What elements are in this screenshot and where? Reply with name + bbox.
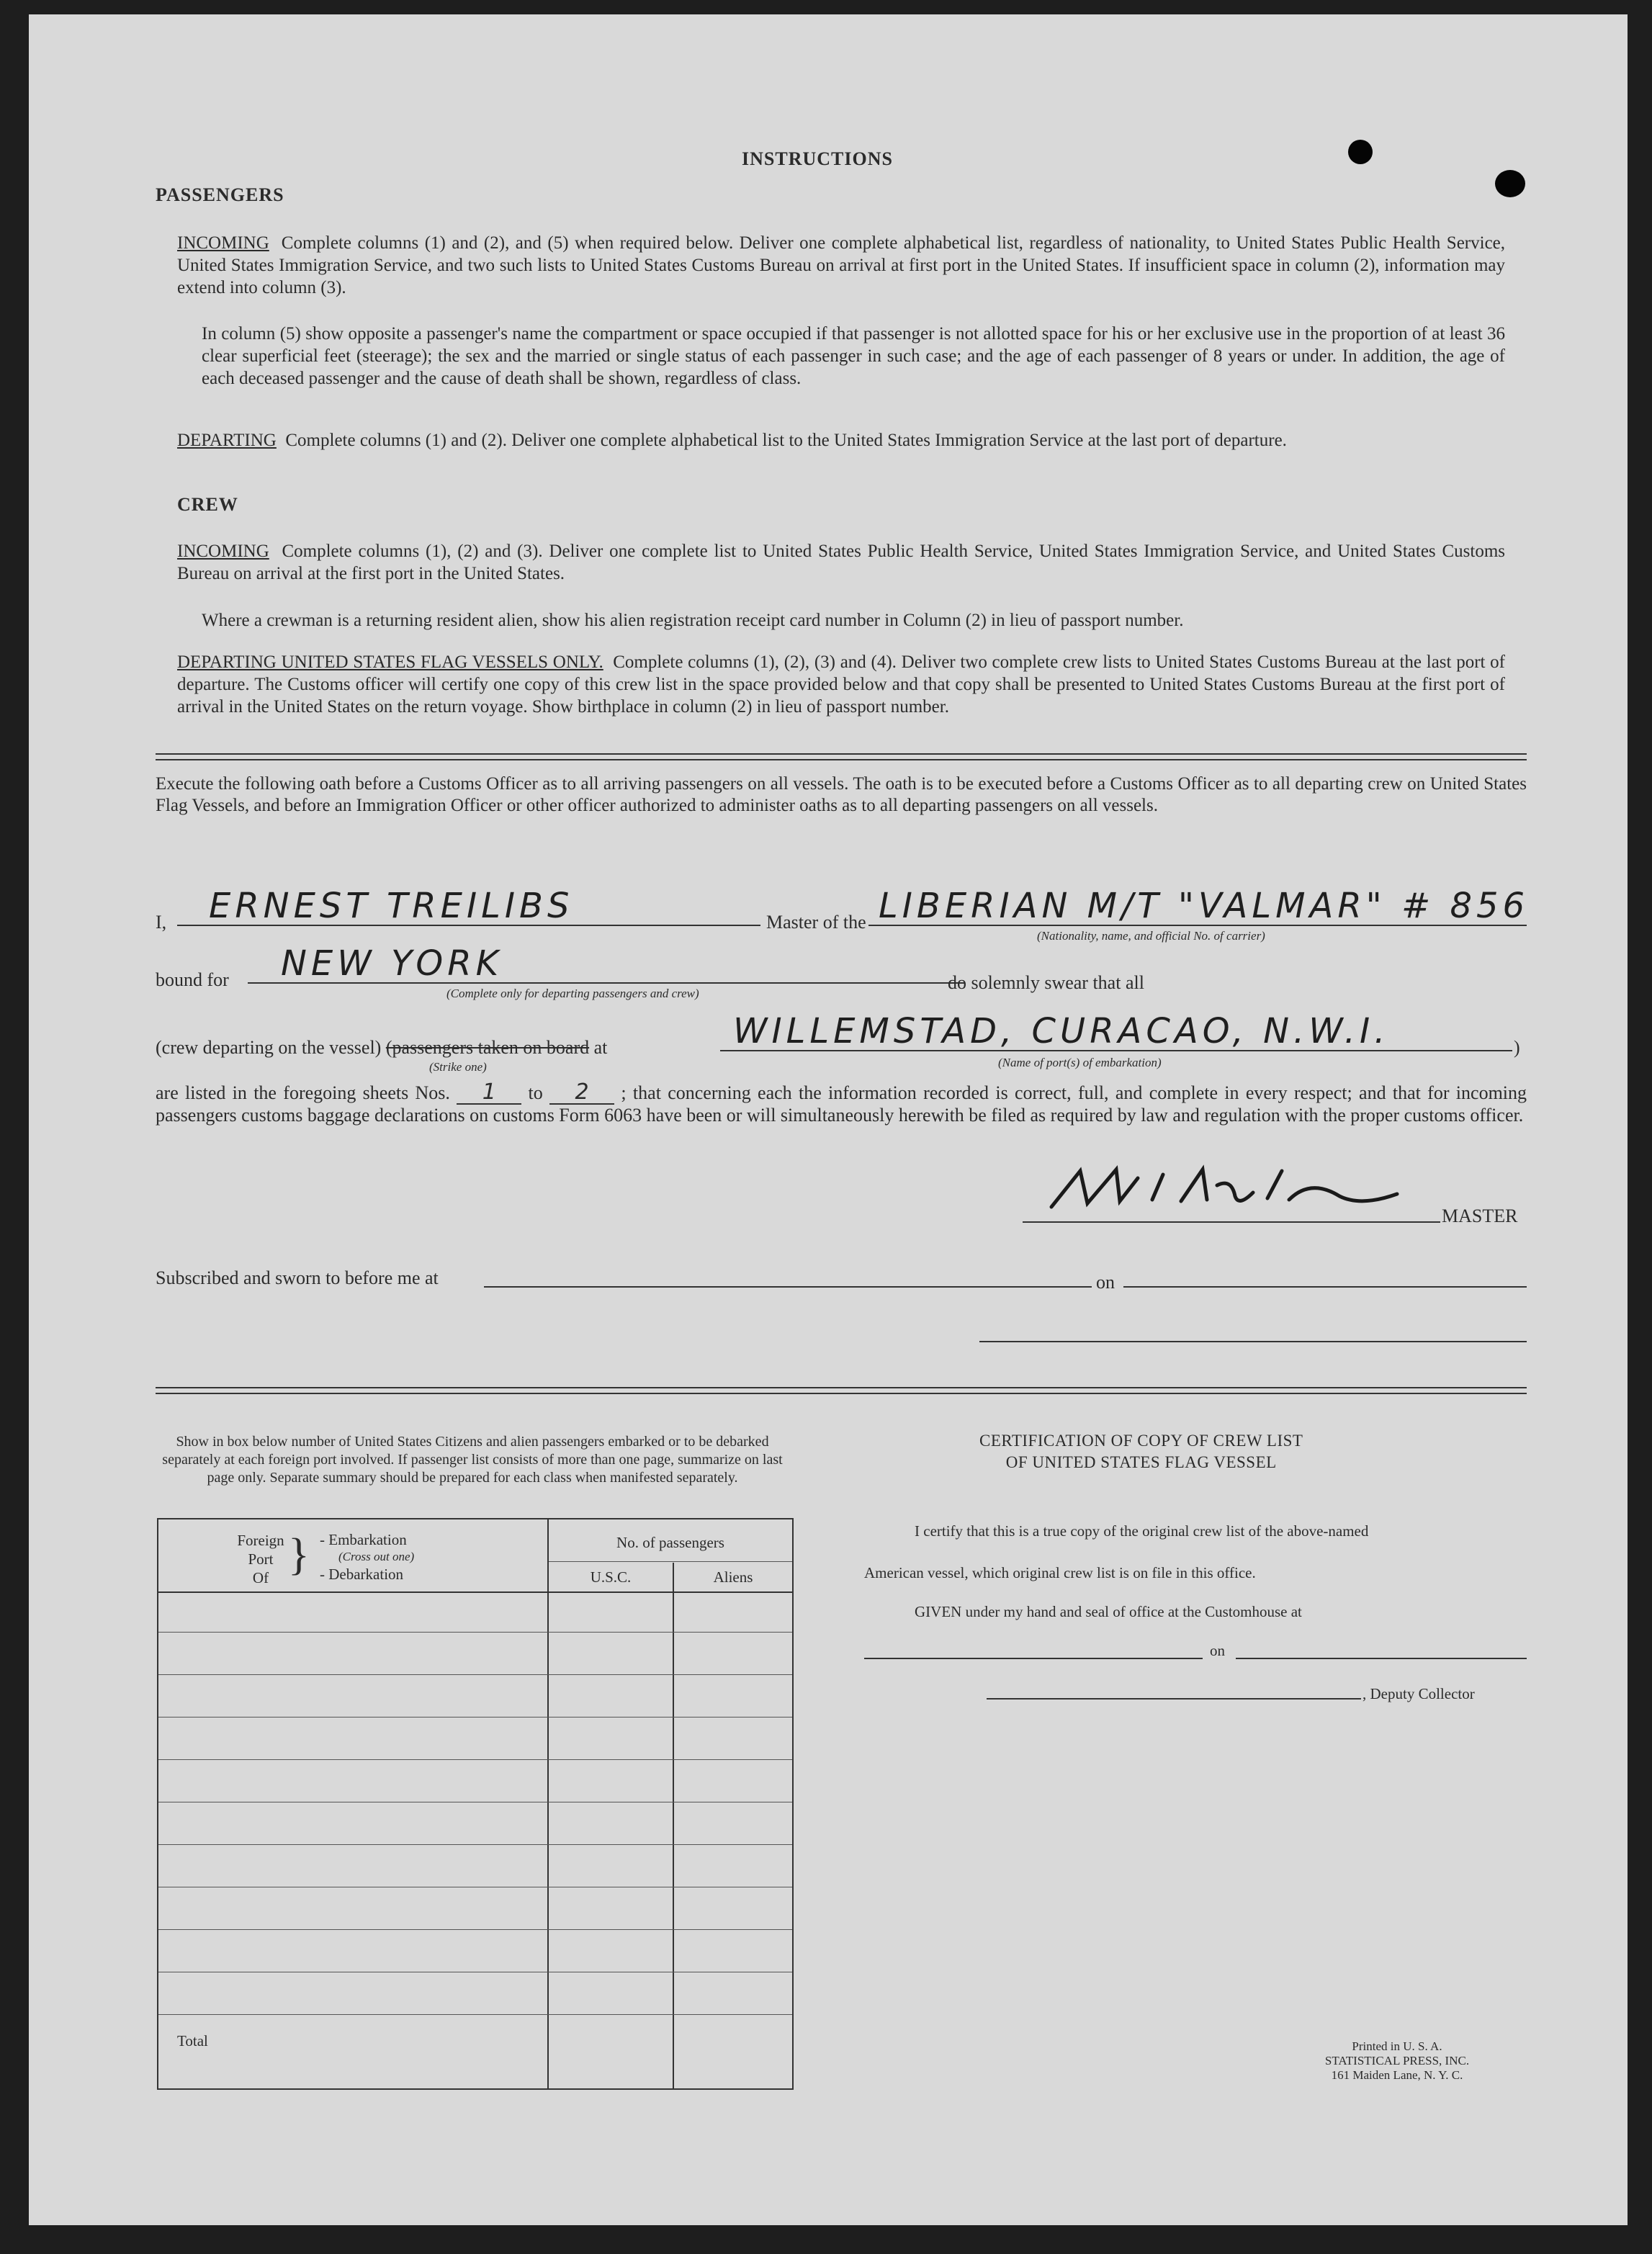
passengers-column5-text: In column (5) show opposite a passenger's name the compartment or space occupied if that passenger is not allotted space for his or her exclusive use in the proportion of at least 36 clear superficial feet (steerage); the sex and the married or single status of each passenger in such case; and the age of each passenger of 8 years or under. In addition, the age of each deceased passenger and the cause of death shall be shown, regardless of class. xyxy=(202,324,1505,388)
listed-text-1: are listed in the foregoing sheets Nos. xyxy=(156,1082,450,1103)
port-label: Port xyxy=(248,1550,274,1568)
summary-subheader-line xyxy=(549,1561,792,1562)
passengers-incoming-paragraph xyxy=(177,232,1505,299)
section-divider xyxy=(156,753,1527,760)
foreign-label: Foreign xyxy=(237,1532,284,1549)
vessel-line xyxy=(868,925,1527,926)
officer-signature-line xyxy=(979,1341,1527,1342)
oath-intro: Execute the following oath before a Customs Officer as to all arriving passengers on all vessels. The oath is to be executed before a Customs Officer as to all departing crew on United States Flag Vessels, and before an Immigration Officer or other officer authorized to administer oaths as to all departing passengers on all vessels. xyxy=(156,774,1527,815)
passengers-incoming-label: INCOMING xyxy=(177,233,269,253)
crew-heading: CREW xyxy=(177,494,238,515)
usc-label: U.S.C. xyxy=(590,1568,632,1586)
summary-row xyxy=(158,1675,792,1718)
total-label: Total xyxy=(177,2032,208,2049)
printer-line1: Printed in U. S. A. xyxy=(1352,2039,1442,2053)
port-of-embarkation: WILLEMSTAD, CURACAO, N.W.I. xyxy=(733,1011,1390,1051)
destination-line xyxy=(248,982,965,984)
form-page xyxy=(29,14,1628,2225)
at-label: at xyxy=(593,1037,608,1058)
crew-departing-text: Complete columns (1), (2), (3) and (4). Deliver two complete crew lists to United States Customs Bureau at the last port of departure. The Customs officer will certify one copy of this crew list in the space provided below and that copy shall be presented to United States Customs Bureau at the first port of arrival in the United States on the return voyage. Show birthplace in column (2) in lieu of passport number. xyxy=(177,652,1506,717)
deputy-collector-label: , Deputy Collector xyxy=(1363,1685,1475,1702)
certification-title-line2: OF UNITED STATES FLAG VESSEL xyxy=(1005,1453,1277,1471)
subscribed-place-line xyxy=(484,1286,1092,1288)
vessel-caption: (Nationality, name, and official No. of carrier) xyxy=(1037,929,1265,943)
no-passengers-label: No. of passengers xyxy=(616,1534,724,1551)
passengers-struck-choice: (passengers taken on board xyxy=(385,1037,590,1058)
passengers-departing-paragraph xyxy=(177,429,1505,452)
i-label: I, xyxy=(156,912,167,933)
american-vessel-text: American vessel, which original crew list is on file in this office. xyxy=(864,1564,1256,1581)
destination-caption: (Complete only for departing passengers and crew) xyxy=(446,987,699,1000)
vessel-name: LIBERIAN M/T "VALMAR" # 856 xyxy=(879,886,1530,926)
to-label: to xyxy=(528,1082,543,1103)
embark-debark-labels xyxy=(320,1531,414,1583)
listed-text-2: ; that concerning each the information recorded is correct, full, and complete in every respect; and that for incoming passengers customs baggage declarations on customs Form 6063 have been or will simultaneously herewith be filed as required by law and regulation with the proper customs officer. xyxy=(156,1082,1527,1126)
close-paren: ) xyxy=(1514,1037,1520,1058)
instructions-title: INSTRUCTIONS xyxy=(742,148,893,169)
master-of-label: Master of the xyxy=(766,912,866,933)
crew-departing-paragraph xyxy=(177,651,1505,718)
summary-row xyxy=(158,1887,792,1930)
crew-resident-text: Where a crewman is a returning resident alien, show his alien registration receipt card number in Column (2) in lieu of passport number. xyxy=(202,611,1184,630)
given-text: GIVEN under my hand and seal of office at the Customhouse at xyxy=(915,1603,1302,1620)
summary-row xyxy=(158,1845,792,1887)
sworn-date-line xyxy=(1123,1286,1527,1288)
punch-hole-mark xyxy=(1348,140,1373,164)
master-label: MASTER xyxy=(1442,1205,1518,1226)
passenger-summary-box xyxy=(157,1518,794,2090)
customhouse-line xyxy=(864,1658,1203,1659)
certification-title-line1: CERTIFICATION OF COPY OF CREW LIST xyxy=(979,1432,1303,1450)
summary-instructions: Show in box below number of United States Citizens and alien passengers embarked or to be debarked separately at each foreign port involved. If passenger list consists of more than one page, summarize on last page only. Separate summary should be prepared for each class when manifested separately. xyxy=(162,1434,783,1486)
crew-incoming-paragraph xyxy=(177,540,1505,585)
summary-row xyxy=(158,1760,792,1802)
bracket-icon: } xyxy=(288,1530,310,1579)
foreign-port-of-label xyxy=(235,1531,287,1587)
crew-incoming-text: Complete columns (1), (2) and (3). Deliver one complete list to United States Public Health Service, United States Immigration Service, and United States Customs Bureau on arrival at the first port in the United States. xyxy=(177,542,1506,583)
summary-row xyxy=(158,1718,792,1760)
strike-caption: (Strike one) xyxy=(429,1060,487,1074)
crew-incoming-label: INCOMING xyxy=(177,542,269,561)
cross-out-label: (Cross out one) xyxy=(338,1550,415,1563)
section-divider-2 xyxy=(156,1387,1527,1394)
summary-row xyxy=(158,1802,792,1845)
printer-imprint xyxy=(1303,2039,1491,2083)
crew-passengers-line xyxy=(156,1037,607,1059)
summary-row xyxy=(158,1972,792,2015)
master-signature-line xyxy=(1023,1221,1440,1223)
sheet-from: 1 xyxy=(457,1082,521,1105)
port-caption: (Name of port(s) of embarkation) xyxy=(998,1056,1162,1069)
certification-on-label: on xyxy=(1210,1642,1225,1659)
debarkation-label: - Debarkation xyxy=(320,1566,404,1583)
port-line xyxy=(720,1050,1512,1051)
passengers-heading: PASSENGERS xyxy=(156,184,284,205)
listed-paragraph xyxy=(156,1079,1527,1126)
certification-date-line xyxy=(1236,1658,1527,1659)
certify-text: I certify that this is a true copy of the original crew list of the above-named xyxy=(915,1522,1369,1540)
aliens-label: Aliens xyxy=(713,1568,753,1586)
summary-row xyxy=(158,1930,792,1972)
master-name: ERNEST TREILIBS xyxy=(209,886,574,926)
bound-for-label: bound for xyxy=(156,969,229,990)
master-signature xyxy=(1037,1157,1426,1221)
passengers-departing-label: DEPARTING xyxy=(177,431,277,450)
crew-departing-choice: (crew departing on the vessel) xyxy=(156,1037,382,1058)
printer-line3: 161 Maiden Lane, N. Y. C. xyxy=(1331,2068,1463,2082)
passengers-departing-text: Complete columns (1) and (2). Deliver one complete alphabetical list to the United States Immigration Service at the last port of departure. xyxy=(285,431,1287,450)
summary-total-row xyxy=(158,2015,792,2058)
summary-row xyxy=(158,1591,792,1633)
subscribed-label: Subscribed and sworn to before me at xyxy=(156,1267,439,1288)
destination: NEW YORK xyxy=(281,943,503,984)
of-label: Of xyxy=(252,1569,269,1586)
embarkation-label: - Embarkation xyxy=(320,1531,407,1548)
summary-row xyxy=(158,1633,792,1675)
punch-hole-mark xyxy=(1495,170,1525,197)
certification-title xyxy=(979,1430,1303,1473)
sworn-on-label: on xyxy=(1096,1272,1115,1293)
crew-departing-label: DEPARTING UNITED STATES FLAG VESSELS ONLY. xyxy=(177,652,603,672)
swear-text: do solemnly swear that all xyxy=(948,972,1144,993)
deputy-collector-line xyxy=(987,1698,1361,1700)
master-name-line xyxy=(177,925,760,926)
passengers-incoming-text: Complete columns (1) and (2), and (5) when required below. Deliver one complete alphabetical list, regardless of nationality, to United States Public Health Service, United States Immigration Service, and two such lists to United States Customs Bureau on arrival at first port in the United States. If insufficient space in column (2), information may extend into column (3). xyxy=(177,233,1506,297)
printer-line2: STATISTICAL PRESS, INC. xyxy=(1324,2054,1470,2067)
sheet-to: 2 xyxy=(549,1082,614,1105)
summary-rows xyxy=(158,1591,792,2088)
